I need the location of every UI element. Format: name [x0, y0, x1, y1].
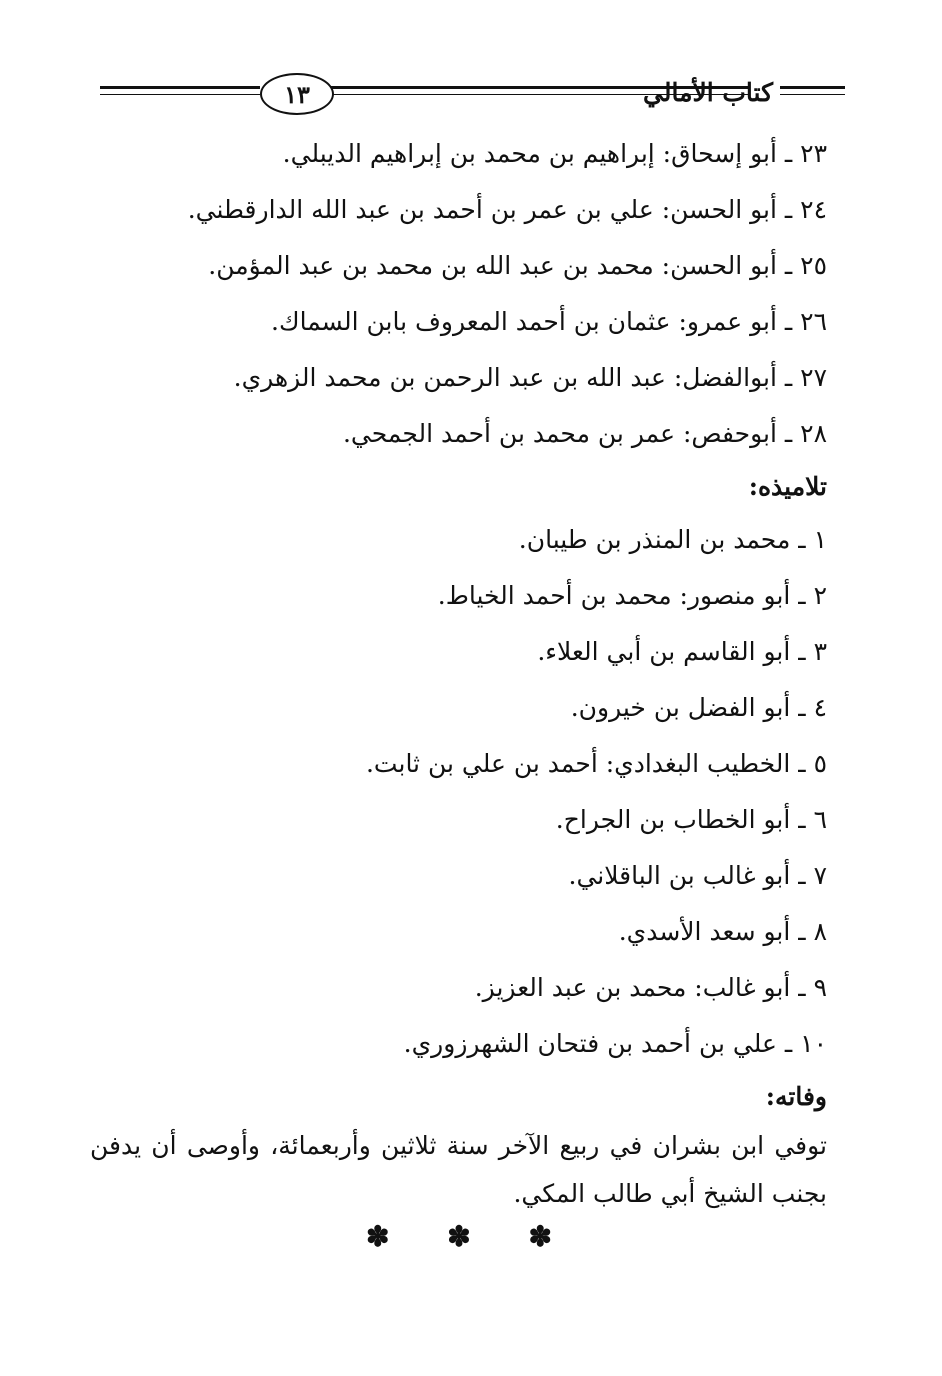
- death-paragraph: توفي ابن بشران في ربيع الآخر سنة ثلاثين وأربعمائة، وأوصى أن يدفن بجنب الشيخ أبي طالب المكي.: [90, 1131, 827, 1208]
- list-item: ٩ ـ أبو غالب: محمد بن عبد العزيز.: [474, 973, 827, 1002]
- list-item: ٦ ـ أبو الخطاب بن الجراح.: [555, 805, 827, 834]
- header-rule-right: [780, 86, 845, 89]
- header-rule-left: [100, 86, 260, 89]
- list-item: ٢٨ ـ أبوحفص: عمر بن محمد بن أحمد الجمحي.: [342, 419, 827, 448]
- students-list: [90, 512, 835, 1072]
- list-item: ٧ ـ أبو غالب بن الباقلاني.: [568, 861, 827, 890]
- shuyukh-list: [90, 126, 835, 462]
- running-header: [100, 70, 845, 120]
- list-item: ٢٤ ـ أبو الحسن: علي بن عمر بن أحمد بن عبد الله الدارقطني.: [187, 195, 827, 224]
- header-rule-right-thin: [780, 94, 845, 95]
- section-divider: ✽ ✽ ✽: [366, 1220, 576, 1253]
- page-body: [90, 126, 835, 1218]
- list-item: ٢ ـ أبو منصور: محمد بن أحمد الخياط.: [437, 581, 827, 610]
- list-item: ١٠ ـ علي بن أحمد بن فتحان الشهرزوري.: [403, 1029, 827, 1058]
- header-rule-left-thin: [100, 94, 260, 95]
- list-item: ١ ـ محمد بن المنذر بن طيبان.: [518, 525, 827, 554]
- book-title: كتاب الأمالي: [643, 78, 773, 107]
- list-item: ٢٣ ـ أبو إسحاق: إبراهيم بن محمد بن إبراهيم الديبلي.: [282, 139, 827, 168]
- list-item: ٣ ـ أبو القاسم بن أبي العلاء.: [537, 637, 827, 666]
- list-item: ٥ ـ الخطيب البغدادي: أحمد بن علي بن ثابت.: [365, 749, 827, 778]
- students-heading: تلاميذه:: [748, 472, 827, 501]
- list-item: ٢٧ ـ أبوالفضل: عبد الله بن عبد الرحمن بن محمد الزهري.: [233, 363, 827, 392]
- list-item: ٤ ـ أبو الفضل بن خيرون.: [570, 693, 827, 722]
- list-item: ٨ ـ أبو سعد الأسدي.: [618, 917, 827, 946]
- page-number: ١٣: [260, 73, 334, 115]
- list-item: ٢٦ ـ أبو عمرو: عثمان بن أحمد المعروف بابن السماك.: [271, 307, 827, 336]
- death-heading: وفاته:: [765, 1082, 827, 1111]
- list-item: ٢٥ ـ أبو الحسن: محمد بن عبد الله بن محمد بن عبد المؤمن.: [208, 251, 827, 280]
